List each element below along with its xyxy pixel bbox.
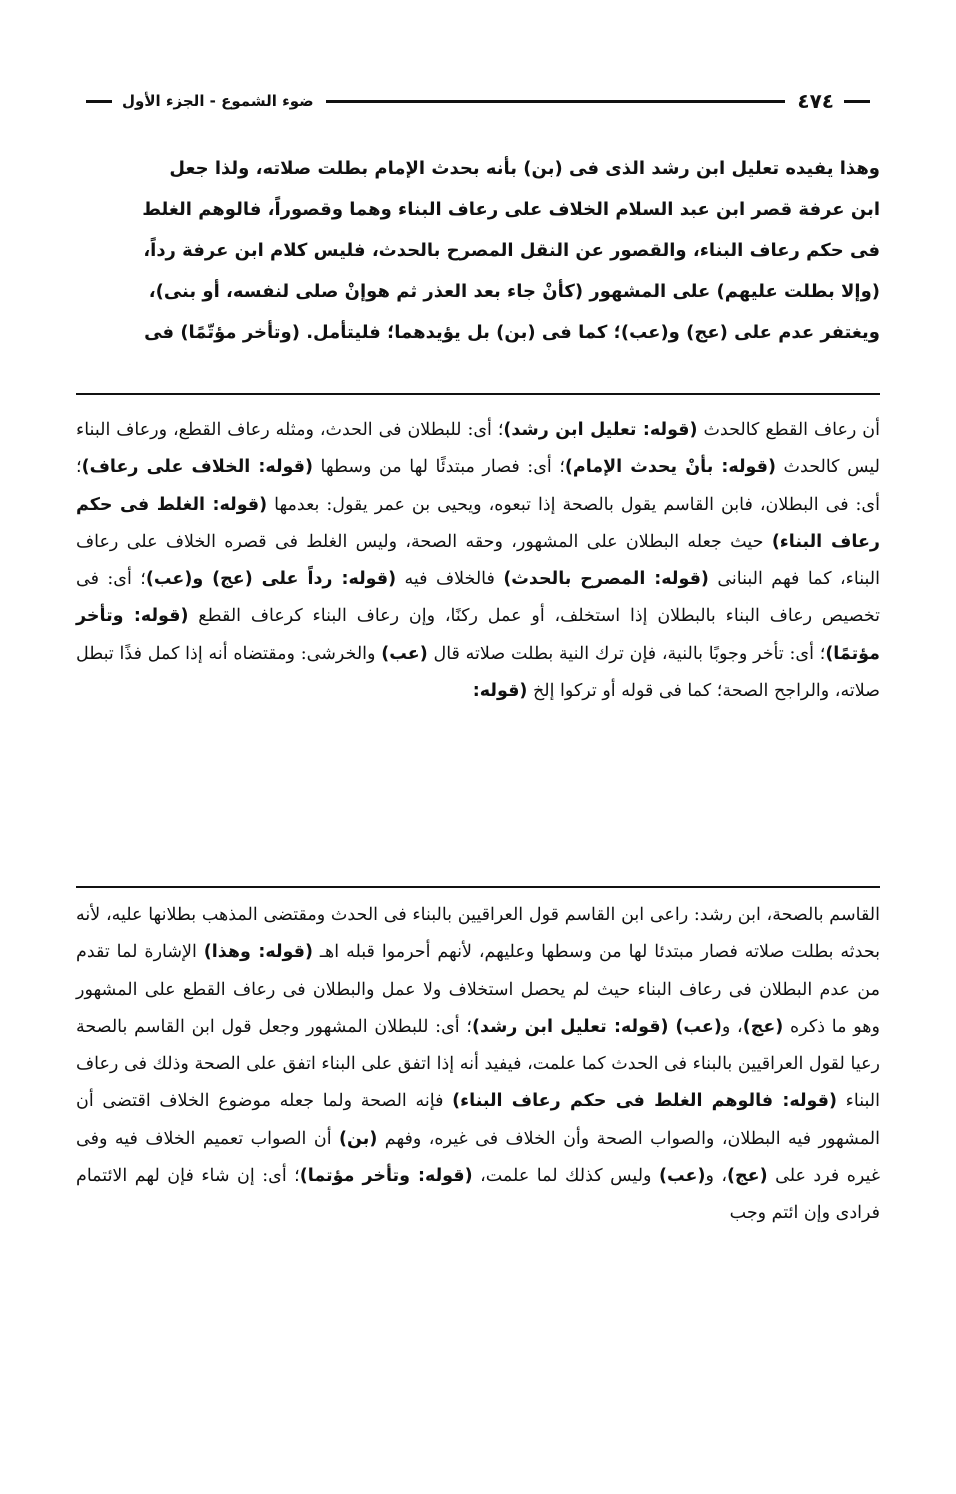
main-text-line: وهذا يفيده تعليل ابن رشد الذى فى (بن) بأنه بحدث الإمام بطلت صلاته، ولذا جعل [169,158,880,179]
commentary-text: ، و [705,1166,728,1187]
citation-quote: (بن) [339,1128,378,1149]
main-text [76,148,880,353]
citation-quote: (قوله: وتأخر مؤتمًا) [76,606,880,664]
commentary-text: فإنه الصحة ولما جعله موضوع الخلاف اقتضى أن المشهور فيه البطلان، والصواب الصحة وأن الخلاف فى غيره، وفهم [76,1091,881,1149]
main-text-line: (وإلا بطلت عليهم) على المشهور (كأنْ جاء بعد العذر ثم هوإنْ صلى لنفسه، أو بنى)، [148,281,880,302]
citation-quote: (قوله: المصرح بالحدث) [503,569,709,590]
citation-quote: (قوله: تعليل ابن رشد) [503,420,698,440]
commentary-text: والخرشى: ومقتضاه أنه إذا كمل فذًا تبطل صلاته، والراجح الصحة؛ كما فى قوله أو تركوا إلخ [76,643,880,702]
main-text-line: ابن عرفة قصر ابن عبد السلام الخلاف على رعاف البناء وهما وقصوراً، فالوهم الغلط [142,199,880,220]
citation-quote: (قوله: وتأخر مؤتما) [299,1166,473,1187]
section-divider [76,393,880,395]
main-text-line: ويغتفر عدم على (عج) و(عب)؛ كما فى (بن) بل يؤيدهما؛ فليتأمل. (وتأخر مؤتّمًا) فى [144,322,880,343]
citation-quote: (قوله: رداً على (عج) و(عب) [145,569,397,590]
commentary-paragraph [76,412,880,710]
citation-quote: (قوله: بأنْ يحدث الإمام) [564,457,776,478]
commentary-text: حيث جعله البطلان على المشهور، وحقه الصحة، وليس الغلط فى قصره الخلاف على رعاف البناء، كما فهم البنانى [76,531,880,590]
citation-quote: (قوله: تعليل ابن رشد) [471,1016,669,1037]
header-dash [86,100,112,103]
citation-quote: (قوله: الخلاف على رعاف) [81,457,313,478]
section-divider [76,886,880,888]
commentary-text: ؛ أى: إن شاء فإن لهم الائتمام فرادى وإن ائتم وجب [76,1166,880,1224]
citation-quote: (قوله: [472,681,528,702]
citation-quote: (عب) [658,1166,706,1187]
citation-quote: (قوله: الغلط فى حكم رعاف البناء) [76,494,880,552]
commentary-text: أن رعاف القطع كالحدث [697,420,880,440]
commentary-text: ؛ أى: للبطلان المشهور وجعل قول ابن القاسم بالصحة رعيا لقول العراقيين بالبناء فى الحدث كما علمت، فيفيد أنه إذا اتفق على البناء اتفق على الصحة وذلك فى رعاف البناء [76,1016,880,1112]
commentary-text: ؛ أى: للبطلان فى الحدث، ومثله رعاف القطع، ورعاف البناء ليس كالحدث [76,420,880,478]
commentary-section-2 [76,897,880,1233]
citation-quote: (عج) [727,1166,768,1187]
citation-quote: (عب) [675,1016,722,1037]
commentary-section-1 [76,412,880,710]
page-header [76,86,880,116]
commentary-text: أن الصواب تعميم الخلاف فيه وفى غيره فرد على [76,1128,880,1187]
citation-quote: (عب) [381,643,428,664]
commentary-text: فالخلاف فيه [396,569,504,590]
commentary-text: ؛ أى: فصار مبتدئًا لها من وسطها [313,457,565,478]
commentary-text: القاسم بالصحة، ابن رشد: راعى ابن القاسم قول العراقيين بالبناء فى الحدث ومقتضى المذهب بطلانها عليه، لأنه بحدثه بطلت صلاته فصار مبتدئا لها من وسطها وعليهم، لأنهم أحرموا قبله اهـ [76,905,881,963]
book-title: ضوء الشموع - الجزء الأول [122,92,314,110]
header-rule [326,100,786,103]
main-text-line: فى حكم رعاف البناء، والقصور عن النقل المصرح بالحدث، فليس كلام ابن عرفة رداً، [143,240,880,261]
citation-quote: (عج) [742,1016,784,1037]
page-number: ٤٧٤ [797,89,834,113]
commentary-text: الإشارة لما تقدم من عدم البطلان فى رعاف البناء حيث لم يحصل استخلاف ولا عمل والبطلان فى رعاف القطع على المشهور وهو ما ذكره [76,942,880,1037]
commentary-text: ؛ أى: فى تخصيص رعاف البناء بالبطلان إذا استخلف، أو عمل ركنًا، وإن رعاف البناء كرعاف القطع [76,569,880,627]
citation-quote: (قوله: فالوهم الغلط فى حكم رعاف البناء) [452,1091,837,1112]
commentary-text: ؛ أى: تأخر وجوبًا بالنية، فإن ترك النية بطلت صلاته قال [427,643,826,664]
commentary-text: ، و [721,1016,743,1037]
commentary-text: وليس كذلك لما علمت، [472,1166,659,1187]
header-dash [844,100,870,103]
commentary-text: ؛ أى: فى البطلان، فابن القاسم يقول بالصحة إذا تبعوه، ويحيى بن عمر يقول: بعدمها [76,457,880,515]
commentary-paragraph [76,897,880,1233]
citation-quote: (قوله: وهذا) [203,942,313,963]
